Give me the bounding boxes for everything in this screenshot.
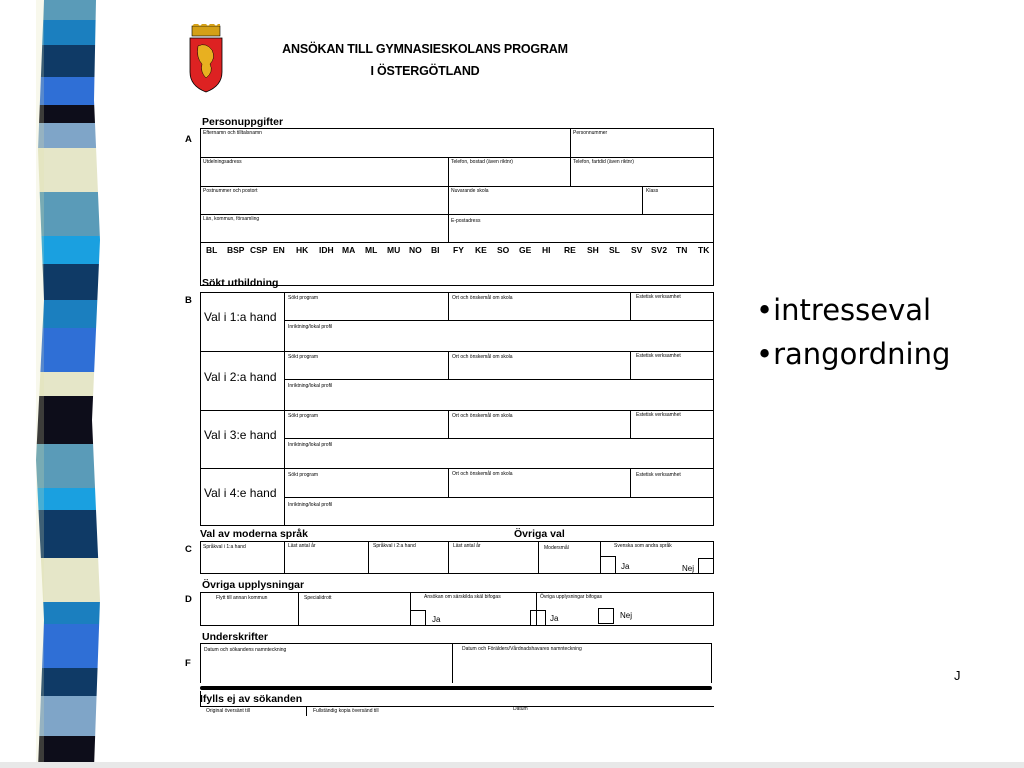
lang1-label: Språkval i 1:a hand bbox=[203, 544, 246, 550]
program-code: FY bbox=[453, 245, 464, 255]
program-code: EN bbox=[273, 245, 285, 255]
section-b-letter: B bbox=[185, 295, 192, 306]
field-phone-work-label: Telefon, fartdid (även riktnr) bbox=[573, 159, 634, 165]
field-aesthetic-label: Estetisk verksamhet bbox=[636, 294, 681, 300]
field-program-label: Sökt program bbox=[288, 354, 319, 360]
program-code: BI bbox=[431, 245, 440, 255]
choice-4-label: Val i 4:e hand bbox=[204, 486, 277, 500]
section-f-heading: Underskrifter bbox=[202, 631, 268, 643]
read2-label: Läst antal år bbox=[453, 543, 481, 549]
bullet-list bbox=[756, 288, 950, 376]
other-info-no-label: Nej bbox=[620, 611, 633, 620]
program-code: IDH bbox=[319, 245, 334, 255]
bullet-item: •rangordning bbox=[756, 337, 951, 371]
program-code: KE bbox=[475, 245, 487, 255]
field-name-label: Efternamn och tilltalsnamn bbox=[203, 130, 262, 136]
section-f-letter: F bbox=[185, 658, 191, 669]
section-c-heading: Val av moderna språk bbox=[200, 528, 308, 540]
field-current-school-label: Nuvarande skola bbox=[451, 188, 489, 194]
field-aesthetic-label: Estetisk verksamhet bbox=[636, 412, 681, 418]
choice-2-label: Val i 2:a hand bbox=[204, 370, 277, 384]
field-profile-label: Inriktning/lokal profil bbox=[288, 442, 333, 448]
section-b-heading: Sökt utbildning bbox=[202, 277, 279, 289]
swedish-second-label: Svenska som andra språk bbox=[614, 543, 672, 549]
field-profile-label: Inriktning/lokal profil bbox=[288, 383, 333, 389]
swedish-yes-label: Ja bbox=[621, 562, 630, 571]
original-sent-label: Original översänt till bbox=[206, 708, 250, 714]
program-code: SO bbox=[497, 245, 510, 255]
program-code: SL bbox=[609, 245, 620, 255]
applicant-signature-label: Datum och sökandens namnteckning bbox=[204, 647, 287, 653]
field-aesthetic-label: Estetisk verksamhet bbox=[636, 472, 681, 478]
section-c-other-heading: Övriga val bbox=[514, 528, 565, 540]
read1-label: Läst antal år bbox=[288, 543, 316, 549]
program-code: TN bbox=[676, 245, 688, 255]
field-county-label: Län, kommun, församling bbox=[203, 216, 260, 222]
decorative-stripe-border bbox=[0, 0, 118, 768]
special-reasons-label: Ansökan om särskilda skäl bifogas bbox=[424, 594, 501, 600]
field-address-label: Utdelningsadress bbox=[203, 159, 242, 165]
field-phone-home-label: Telefon, bostad (även riktnr) bbox=[451, 159, 513, 165]
program-code: CSP bbox=[250, 245, 268, 255]
application-form bbox=[170, 20, 730, 740]
form-title-line2: I ÖSTERGÖTLAND bbox=[370, 64, 480, 78]
section-c-letter: C bbox=[185, 544, 192, 555]
program-code: GE bbox=[519, 245, 532, 255]
corner-mark: J bbox=[954, 668, 961, 683]
swedish-no-label: Nej bbox=[682, 564, 695, 573]
field-aesthetic-label: Estetisk verksamhet bbox=[636, 353, 681, 359]
section-d-letter: D bbox=[185, 594, 192, 605]
field-profile-label: Inriktning/lokal profil bbox=[288, 324, 333, 330]
field-program-label: Sökt program bbox=[288, 413, 319, 419]
field-place-label: Ort och önskemål om skola bbox=[452, 354, 513, 360]
program-code: ML bbox=[365, 245, 378, 255]
other-info-no-checkbox[interactable] bbox=[598, 608, 614, 624]
field-program-label: Sökt program bbox=[288, 472, 319, 478]
special-sport-label: Specialidrott bbox=[304, 595, 332, 601]
section-a-heading: Personuppgifter bbox=[202, 116, 284, 128]
lang2-label: Språkval i 2:a hand bbox=[373, 543, 416, 549]
choice-1-label: Val i 1:a hand bbox=[204, 310, 277, 324]
moved-label: Flytt till annan kommun bbox=[216, 595, 268, 601]
field-program-label: Sökt program bbox=[288, 295, 319, 301]
program-code: HK bbox=[296, 245, 309, 255]
field-place-label: Ort och önskemål om skola bbox=[452, 413, 513, 419]
choice-3-label: Val i 3:e hand bbox=[204, 428, 277, 442]
program-code: HI bbox=[542, 245, 551, 255]
program-code: RE bbox=[564, 245, 576, 255]
copy-sent-label: Fullständig kopia översänd till bbox=[313, 708, 379, 714]
swedish-yes-checkbox[interactable] bbox=[600, 556, 616, 574]
date-label: Datum bbox=[513, 706, 528, 712]
program-code: MU bbox=[387, 245, 401, 255]
field-place-label: Ort och önskemål om skola bbox=[452, 471, 513, 477]
program-code: MA bbox=[342, 245, 356, 255]
divider-thick-line bbox=[200, 686, 712, 690]
form-title-line1: ANSÖKAN TILL GYMNASIESKOLANS PROGRAM bbox=[282, 42, 568, 56]
program-code: BL bbox=[206, 245, 218, 255]
coat-of-arms-logo bbox=[186, 24, 226, 94]
program-code: TK bbox=[698, 245, 710, 255]
program-code: NO bbox=[409, 245, 422, 255]
field-postal-label: Postnummer och postort bbox=[203, 188, 258, 194]
section-b-box bbox=[200, 292, 714, 526]
section-a-box bbox=[200, 128, 714, 286]
bottom-bar bbox=[0, 762, 1024, 768]
mother-tongue-label: Modersmål bbox=[544, 545, 569, 551]
other-info-yes-checkbox[interactable] bbox=[530, 610, 546, 626]
other-info-yes-label: Ja bbox=[550, 614, 559, 623]
swedish-no-checkbox[interactable] bbox=[698, 558, 714, 574]
other-info-label: Övriga upplysningar bifogas bbox=[540, 594, 602, 600]
field-profile-label: Inriktning/lokal profil bbox=[288, 502, 333, 508]
bullet-item: •intresseval bbox=[756, 293, 932, 327]
program-code: SH bbox=[587, 245, 599, 255]
footer-heading: Ifylls ej av sökanden bbox=[200, 693, 303, 705]
program-codes-row bbox=[206, 245, 712, 257]
field-place-label: Ort och önskemål om skola bbox=[452, 295, 513, 301]
field-class-label: Klass bbox=[646, 188, 659, 194]
special-reasons-yes-checkbox[interactable] bbox=[410, 610, 426, 626]
section-d-heading: Övriga upplysningar bbox=[202, 579, 305, 591]
section-a-letter: A bbox=[185, 134, 192, 145]
special-reasons-yes-label: Ja bbox=[432, 615, 441, 624]
program-code: SV2 bbox=[651, 245, 668, 255]
program-code: SV bbox=[631, 245, 643, 255]
field-email-label: E-postadress bbox=[451, 218, 481, 224]
field-personnummer-label: Personnummer bbox=[573, 130, 608, 136]
guardian-signature-label: Datum och Förälders/Vårdnadshavares namnteckning bbox=[462, 646, 582, 652]
program-code: BSP bbox=[227, 245, 245, 255]
